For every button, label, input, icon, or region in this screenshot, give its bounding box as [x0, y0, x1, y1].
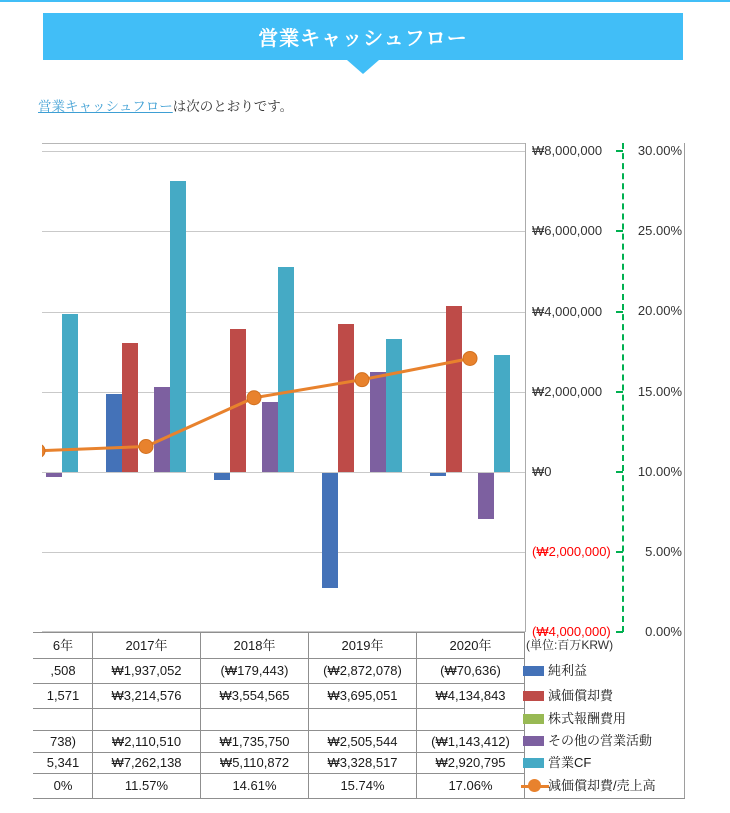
section-title: 営業キャッシュフロー	[258, 28, 468, 50]
legend-label: その他の営業活動	[548, 733, 653, 748]
legend-key-株式報酬費用	[523, 714, 544, 724]
table-cell: ₩1,937,052	[111, 663, 182, 678]
table-header-cell: 6年	[52, 638, 74, 653]
percent-axis-label: 10.00%	[637, 464, 682, 479]
table-cell: 5,341	[46, 755, 80, 770]
percent-axis-label: 20.00%	[637, 303, 682, 318]
table-cell: ₩4,134,843	[435, 688, 506, 703]
money-axis-label: ₩2,000,000	[532, 384, 603, 399]
legend-label: 営業CF	[548, 754, 592, 770]
table-cell: 1,571	[46, 688, 80, 703]
legend-label: 減価償却費/売上高	[548, 777, 656, 793]
table-cell: (₩1,143,412)	[431, 734, 510, 749]
percent-axis-label: 30.00%	[637, 143, 682, 158]
legend-key-営業CF	[523, 758, 544, 768]
table-header-cell: 2020年	[449, 638, 492, 653]
table-cell: (₩2,872,078)	[323, 663, 402, 678]
table-cell: 14.61%	[232, 778, 277, 793]
money-axis-label: ₩6,000,000	[532, 223, 603, 238]
table-header-cell: 2019年	[341, 638, 384, 653]
table-cell: ₩2,505,544	[327, 734, 398, 749]
percent-axis-label: 5.00%	[645, 544, 682, 559]
legend-line-marker	[528, 779, 541, 792]
table-cell: ₩7,262,138	[111, 755, 182, 770]
table-cell: 738)	[49, 734, 77, 749]
unit-note: (単位:百万KRW)	[526, 638, 614, 652]
table-cell: ,508	[50, 663, 76, 678]
money-axis-label: (₩4,000,000)	[532, 624, 611, 639]
legend-label: 純利益	[548, 662, 588, 678]
table-cell: ₩1,735,750	[219, 734, 290, 749]
table-cell: 0%	[53, 778, 73, 793]
money-axis-label: ₩8,000,000	[532, 143, 603, 158]
table-cell: (₩179,443)	[220, 663, 289, 678]
table-header-cell: 2018年	[233, 638, 276, 653]
percent-axis-label: 0.00%	[645, 624, 682, 639]
money-axis-label: ₩0	[532, 464, 552, 479]
money-axis-label: (₩2,000,000)	[532, 544, 611, 559]
legend-key-減価償却費	[523, 691, 544, 701]
table-cell: ₩3,554,565	[219, 688, 290, 703]
legend-key-純利益	[523, 666, 544, 676]
percent-axis-label: 15.00%	[637, 384, 682, 399]
table-cell: ₩3,328,517	[327, 755, 398, 770]
intro-rest-text: は次のとおりです。	[172, 99, 294, 114]
table-cell: (₩70,636)	[440, 663, 501, 678]
legend-label: 減価償却費	[548, 687, 614, 703]
table-header-cell: 2017年	[125, 638, 168, 653]
table-cell: ₩3,214,576	[111, 688, 182, 703]
legend-label: 株式報酬費用	[548, 711, 627, 726]
table-cell: ₩2,110,510	[111, 734, 182, 749]
table-cell: 15.74%	[340, 778, 385, 793]
table-cell: ₩3,695,051	[327, 688, 398, 703]
money-axis-label: ₩4,000,000	[532, 304, 603, 319]
table-cell: 11.57%	[124, 778, 169, 793]
table-cell: 17.06%	[448, 778, 493, 793]
operating-cashflow-link[interactable]: 営業キャッシュフロー	[38, 99, 173, 114]
percent-axis-label: 25.00%	[637, 223, 682, 238]
table-cell: ₩5,110,872	[219, 755, 290, 770]
legend-key-その他の営業活動	[523, 736, 544, 746]
table-cell: ₩2,920,795	[435, 755, 506, 770]
